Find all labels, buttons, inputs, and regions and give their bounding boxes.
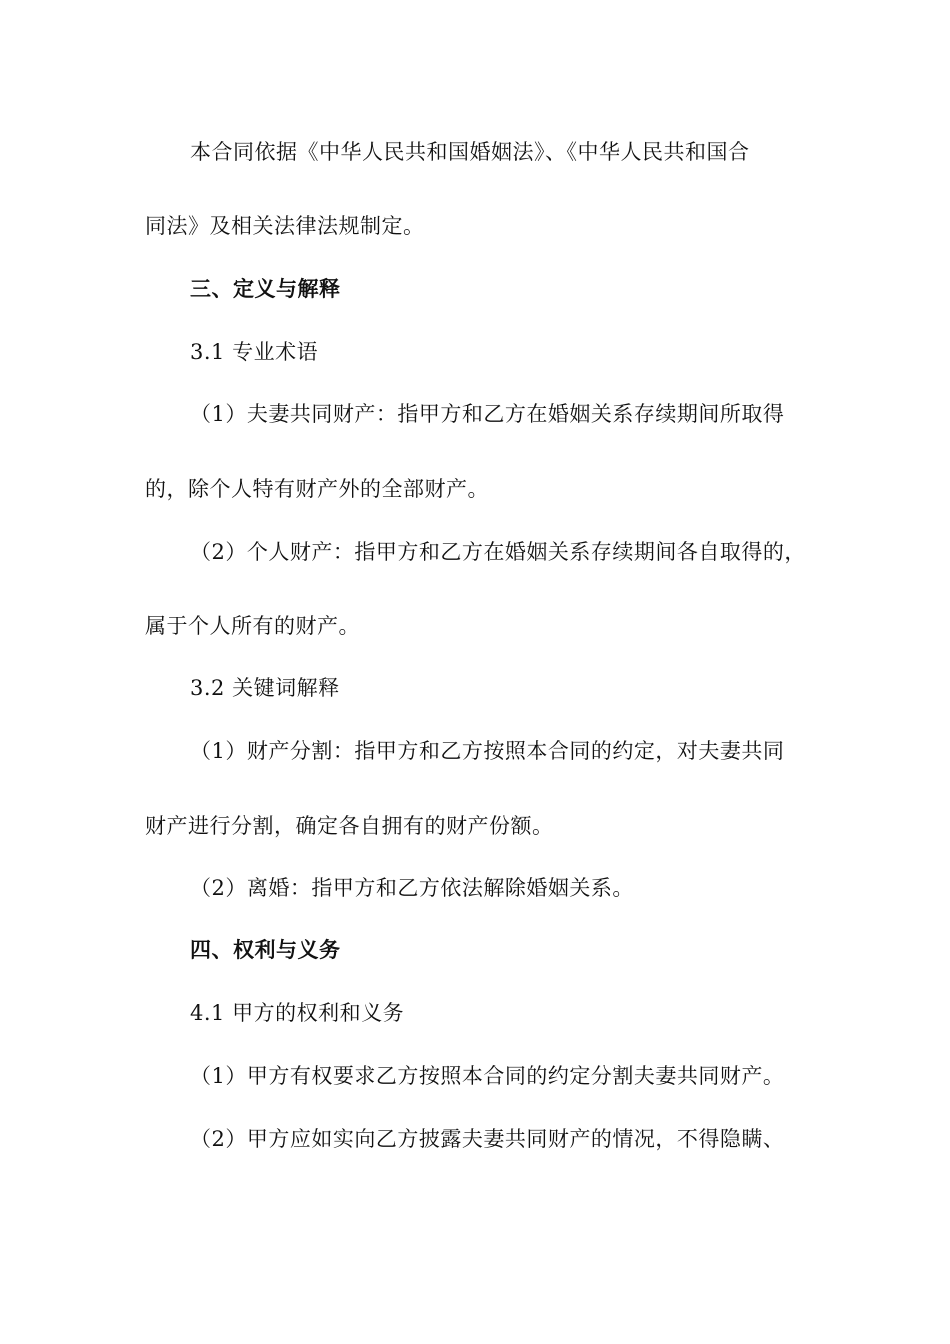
definition-division-line-1: （1）财产分割：指甲方和乙方按照本合同的约定，对夫妻共同 [190,739,785,763]
paragraph-legal-basis-line-2: 同法》及相关法律法规制定。 [145,214,425,238]
subsection-heading-terms: 3.1 专业术语 [190,340,319,364]
definition-joint-property-line-2: 的，除个人特有财产外的全部财产。 [145,477,489,501]
subsection-heading-party-a: 4.1 甲方的权利和义务 [190,1001,405,1025]
subsection-heading-keywords: 3.2 关键词解释 [190,676,340,700]
definition-joint-property-line-1: （1）夫妻共同财产：指甲方和乙方在婚姻关系存续期间所取得 [190,402,785,426]
clause-party-a-right: （1）甲方有权要求乙方按照本合同的约定分割夫妻共同财产。 [190,1064,785,1088]
section-heading-rights: 四、权利与义务 [190,937,341,962]
definition-divorce: （2）离婚：指甲方和乙方依法解除婚姻关系。 [190,876,634,900]
definition-personal-property-line-1: （2）个人财产：指甲方和乙方在婚姻关系存续期间各自取得的， [190,540,806,564]
definition-division-line-2: 财产进行分割，确定各自拥有的财产份额。 [145,814,554,838]
clause-party-a-disclosure: （2）甲方应如实向乙方披露夫妻共同财产的情况，不得隐瞒、 [190,1127,785,1151]
definition-personal-property-line-2: 属于个人所有的财产。 [145,614,360,638]
section-heading-definitions: 三、定义与解释 [190,276,341,301]
paragraph-legal-basis-line-1: 本合同依据《中华人民共和国婚姻法》、《中华人民共和国合 [190,140,750,164]
